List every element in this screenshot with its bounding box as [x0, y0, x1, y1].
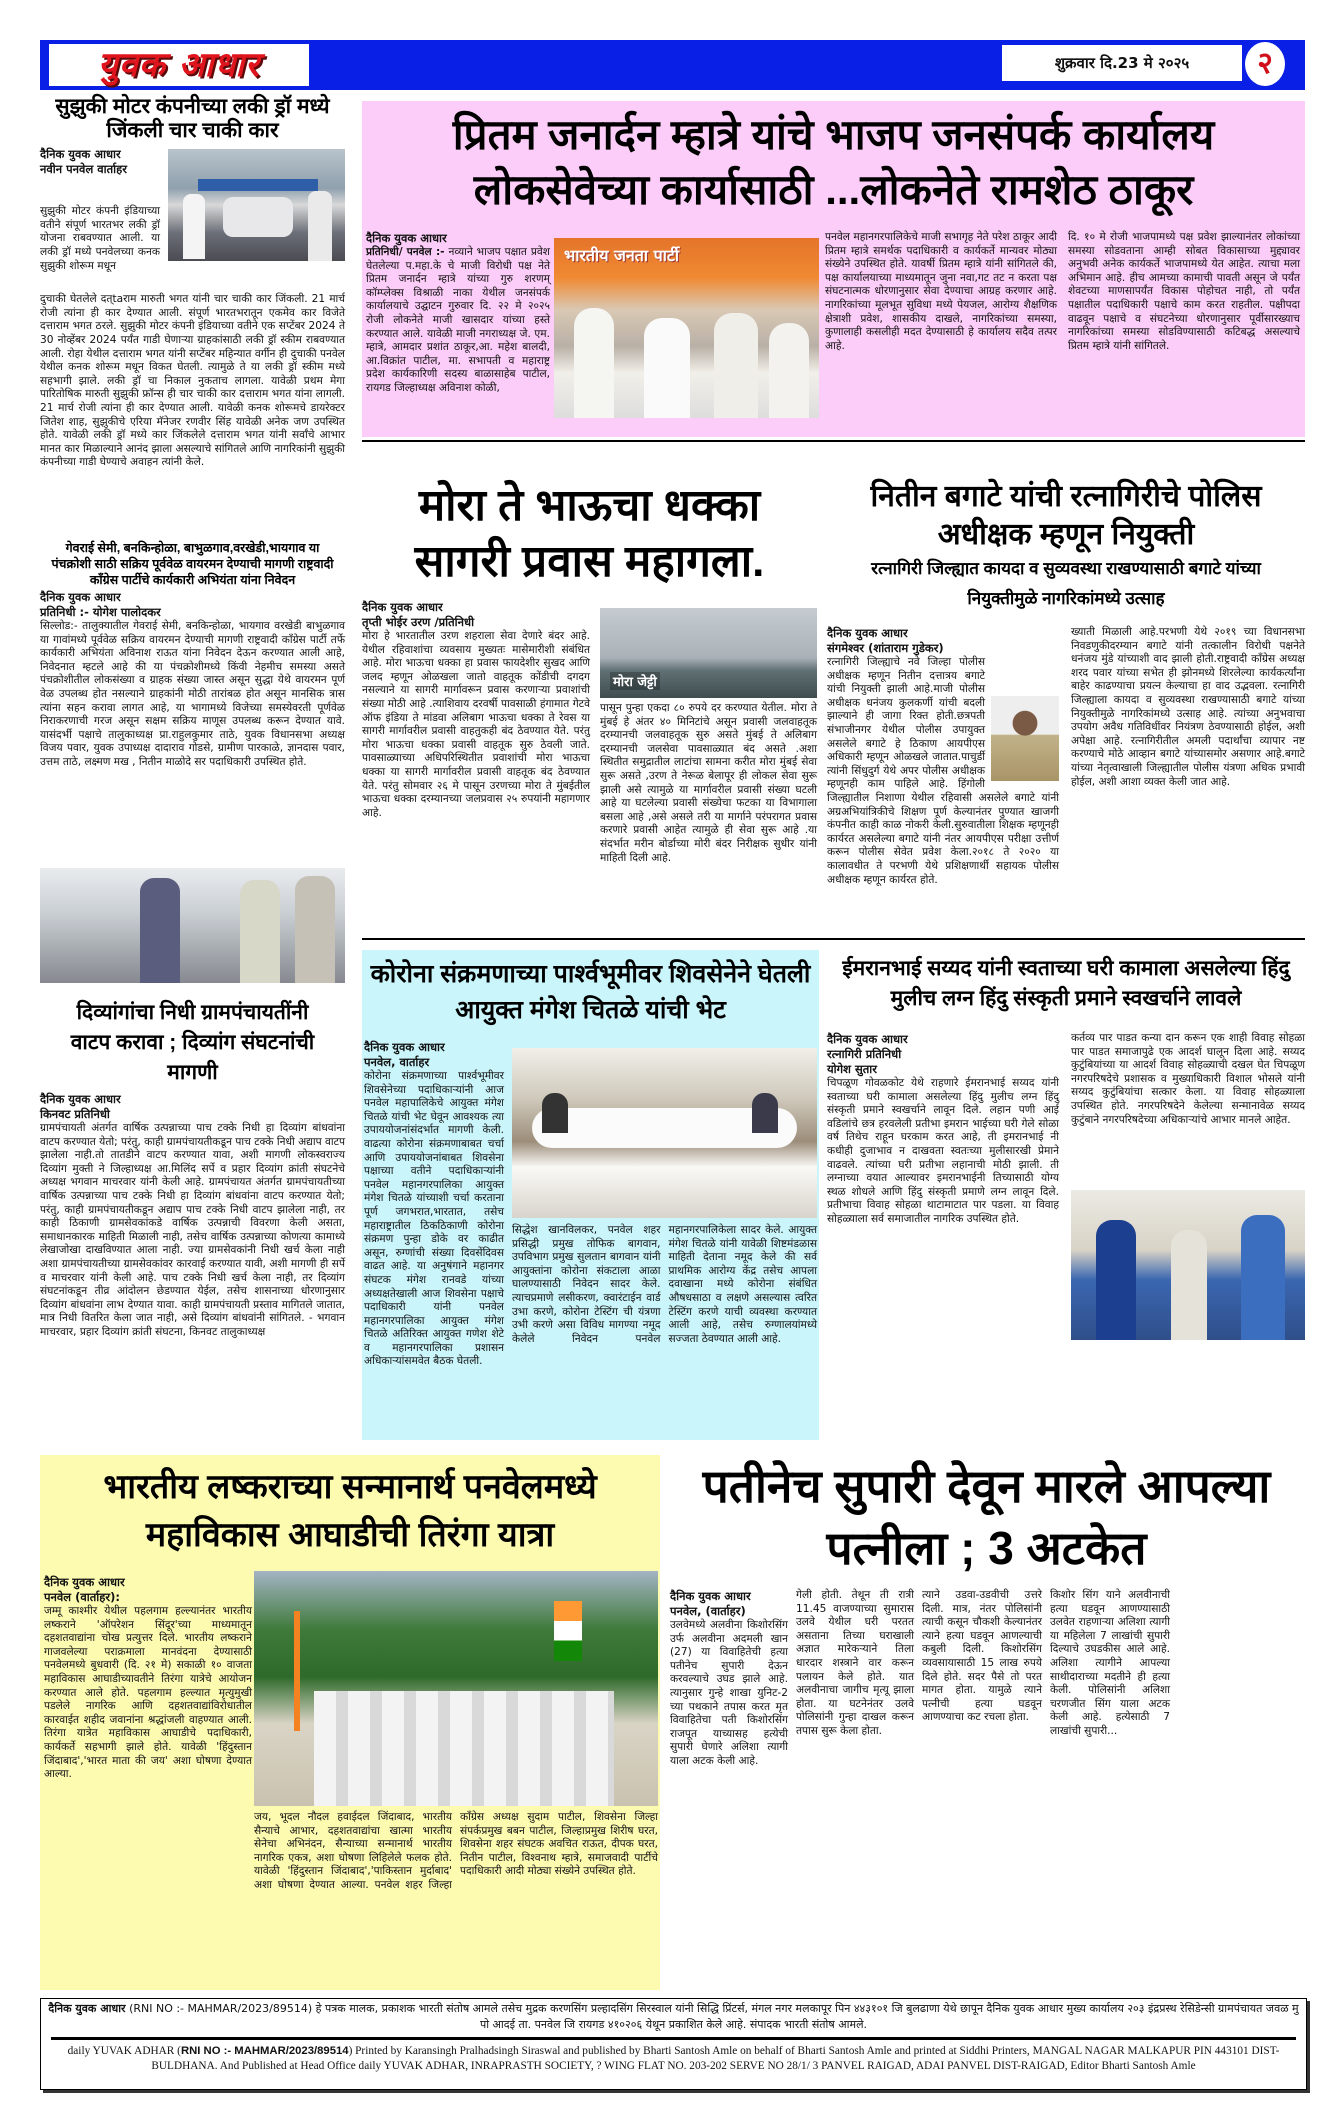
- byline: दैनिक युवक आधार: [670, 1589, 751, 1603]
- article-body: त्याने उडवा-उडवीची उत्तरे दिली. मात्र, नंतर पोलिसांनी त्याची कसून चौकशी केल्यानंतर त्याने हत्या घडवून आणल्याची कबुली दिली. किशोरसिंग व्यवसायासाठी 15 लाख रुपये दिले होते. सदर पैसे तो परत मागत होता. यामुळे त्याने पत्नीची हत्या घडवून आणण्याचा कट रचला होता.: [922, 1589, 1042, 1724]
- byline: दैनिक युवक आधार: [44, 1575, 125, 1589]
- article-mora: [362, 478, 817, 933]
- imprint-footer: [40, 1998, 1307, 2090]
- tiranga-rally-photo: [254, 1571, 658, 1806]
- photo-caption: मोरा जेट्टी: [610, 672, 660, 690]
- article-body: कोरोना संक्रमणाच्या पार्श्वभूमीवर शिवसेनेच्या पदाधिकाऱ्यांनी आज पनवेल महापालिकेचे आयुक्त मंगेश चितळे यांची भेट घेवून आवश्यक त्या उपाययोजनांसंदर्भात मागणी केली. वाढत्या कोरोना संक्रमणाबाबत चर्चा आणि उपाययोजनांबाबत शिवसेना पक्षाच्या वतीने पदाधिकाऱ्यांनी पनवेल महानगरपालिका आयुक्त मंगेश चितळे यांच्याशी चर्चा करताना पूर्ण जगभरात,भारतात, तसेच महाराष्ट्रातील ठिकठिकाणी कोरोना संक्रमण पुन्हा डोके वर काढीत असून, रुग्णांची संख्या दिवसेंदिवस वाढत आहे. या अनुषंगाने महानगर संघटक मंगेश रानवडे यांच्या अध्यक्षतेखाली आज शिवसेना पक्षाचे पदाधिकारी यांनी पनवेल महानगरपालिका आयुक्त मंगेश चितळे अतिरिक्त आयुक्त गणेश शेटे व महानगरपालिका प्रशासन अधिकाऱ्यांसमवेत बैठक घेतली.: [364, 1070, 504, 1368]
- marathi-imprint: [41, 1999, 1306, 2035]
- imprint-text: daily YUVAK ADHAR (: [67, 2045, 181, 2057]
- article-body: दि. १० मे रोजी भाजपामध्ये पक्ष प्रवेश झाल्यानंतर लोकांच्या समस्या सोडवताना आम्ही सोबत विकासाच्या मुद्द्यावर अनुभवी अनेक कार्यकर्ते भाजपामध्ये येत आहेत. त्याचा मला अभिमान आहे. हीच आमच्या कामाची पावती असून जे पर्यंत शेवटच्या माणसापर्यंत विकास पोहोचत नाही, तो पर्यंत पक्षातील पदाधिकारी पक्षाचे काम करत राहतील. पक्षीपदा वाढवून पक्षाचे व संघटनेच्या धोरणानुसार पूर्वीसारख्याच नागरिकांच्या समस्या सोडविण्यासाठी कटिबद्ध असल्याचे प्रितम म्हात्रे यांनी सांगितले.: [1068, 231, 1300, 352]
- headline: पतीनेच सुपारी देवून मारले आपल्या पत्नीला ; 3 अटकेत: [702, 1460, 1271, 1574]
- divider: [362, 440, 1305, 442]
- article-body: पनवेल महानगरपालिकेचे माजी सभागृह नेते परेश ठाकूर आदी प्रितम म्हात्रे समर्थक पदाधिकारी व कार्यकर्ते मान्यवर मोठ्या संख्येने उपस्थित होते. यावर्षी प्रितम म्हात्रे यांनी सांगितले की, पक्ष कार्यालयाच्या माध्यमातून जुना नवा,गट तट न करता पक्ष संघटनात्मक धोरणानुसार सेवा देण्याचा आग्रह करणार आहे. नागरिकांच्या मूलभूत सुविधा मध्ये पेयजल, आरोग्य शैक्षणिक क्षेत्राशी प्रवेश, शासकीय दाखले, नागरिकांच्या समस्या, कुणालाही कसलीही मदत देण्यासाठी हे कार्यालय सदैव तत्पर आहे.: [825, 231, 1057, 352]
- headline: कोरोना संक्रमणाच्या पार्श्वभूमीवर शिवसेनेने घेतली आयुक्त मंगेश चितळे यांची भेट: [370, 960, 811, 1024]
- divider: [362, 938, 1305, 940]
- article-corona: [362, 950, 819, 1440]
- car-handover-photo: [168, 149, 345, 261]
- dateline: प्रतिनिधी/ पनवेल :-: [366, 246, 445, 258]
- officer-portrait-photo: [991, 696, 1059, 781]
- article-body: कर्तव्य पार पाडत कन्या दान करून एक शाही विवाह सोहळा पार पाडत समाजापुढे एक आदर्श घालून दिला आहे. सय्यद कुटुंबियांच्या या आदर्श विवाह सोहळ्याची दखल घेत चिपळूण नगरपरिषदेचे प्रशासक व मुख्याधिकारी विशाल भोसले यांनी सय्यद कुटुंबियांचा सत्कार केला. या विवाह सोहळ्याला उपस्थित होते. नगरपरिषदेने केलेल्या सन्मानावेळ सय्यद कुटुंबाने नगरपरिषदेच्या अधिकाऱ्यांचे आभार मानले आहेत.: [1071, 1032, 1305, 1126]
- headline: भारतीय लष्कराच्या सन्मानार्थ पनवेलमध्ये महाविकास आघाडीची तिरंगा यात्रा: [103, 1468, 597, 1554]
- article-body: ग्रामपंचायती अंतर्गत वार्षिक उत्पन्नाच्या पाच टक्के निधी हा दिव्यांग बांधवांना वाटप करण्यात येतो; परंतु, काही ग्रामपंचायतीकडून पाच टक्के निधी अद्याप वाटप झालेला नाही.तो तातडीने वाटप करण्यात यावा, अशी मागणी लोकस्वराज्य दिव्यांग मुक्ती ने जिल्हाध्यक्ष आ.मिलिंद सर्पे व प्रहार दिव्यांग क्रांती संघटनेचे अध्यक्ष भगवान माचरवार यांनी केली आहे. ग्रामपंचायत अंतर्गत ग्रामपंचायतीच्या वार्षिक उत्पन्नाच्या पाच टक्के निधी हा दिव्यांग बांधवांना वाटप करण्यात येतो; परंतु, काही ग्रामपंचायतीकडून अद्याप पाच टक्के निधी वाटप झालेला नाही, तर काही ठिकाणी ग्रामसेवकांकडे वार्षिक उत्पन्नाची विवरणा केली असता, समाधानकारक माहिती मिळाली नाही, तसेच वार्षिक उत्पन्नाच्या कोणत्या कामाध्ये लेखाजोखा दाखविण्यात आला नाही. ज्या ग्रामसेवकांनी निधी खर्च केला नाही अशा ग्रामपंचायतीच्या ग्रामसेवकांवर कारवाई करण्यात यावी, अशी मागणी ही सर्पे व माचरवार यांनी केली आहे. पाच टक्के निधी खर्च केला नाही, तर दिव्यांग संघटनांकडून तीव्र आंदोलन छेडण्यात येईल, तसेच शासनाच्या धोरणानुसार दिव्यांग बांधवांना लाभ देण्यात यावा. काही ग्रामपंचायती प्रस्ताव मागितले जातात, मात्र निधी वितरित केला जात नाही, असे दिव्यांग बांधवांनी सांगितले. - भगवान माचरवार, प्रहार दिव्यांग क्रांती संघटना, किनवट तालुकाध्यक्ष: [40, 1122, 345, 1338]
- byline: नवीन पनवेल वार्ताहर: [40, 162, 127, 177]
- article-body: सिद्धेश खानविलकर, पनवेल शहर प्रसिद्धी प्रमुख तोफिक बागवान, उपविभाग प्रमुख सुलतान बागवान यांनी आयुक्तांना कोरोना संकटाला आळा घालण्यासाठी निवेदन सादर केले. त्याचप्रमाणे लसीकरण, क्वारंटाईन वार्ड उभा करणे, कोरोना टेस्टिंग ची यंत्रणा उभी करणे असा विविध मागण्या नमूद केलेले निवेदन पनवेल महानगरपालिकेला सादर केले. आयुक्त मंगेश चितळे यांनी यावेळी शिष्टमंडळास माहिती देताना नमूद केले की सर्व प्राथमिक आरोग्य केंद्र तसेच आपला दवाखाना मध्ये कोरोना संबंधित औषधसाठा व लक्षणे असल्यास त्वरित टेस्टिंग करणे याची व्यवस्था करण्यात आली आहे, तसेच रुग्णालयांमध्ये सज्जता ठेवण्यात आली आहे.: [512, 1224, 817, 1345]
- lead-headline: प्रितम जनार्दन म्हात्रे यांचे भाजप जनसंपर्क कार्यालय लोकसेवेच्या कार्यासाठी ...लोकनेते रामशेठ ठाकूर: [452, 111, 1215, 213]
- byline: दैनिक युवक आधार: [40, 590, 121, 604]
- byline: पनवेल, (वार्ताहर): [670, 1604, 746, 1618]
- article-supari: [668, 1455, 1305, 1995]
- subheadline: रत्नागिरी जिल्ह्यात कायदा व सुव्यवस्था राखण्यासाठी बगाटे यांच्या नियुक्तीमुळे नागरिकांमध्ये उत्साह: [871, 559, 1261, 608]
- byline: दैनिक युवक आधार: [40, 1092, 121, 1106]
- byline: प्रतिनिधी :- योगेश पालोदकर: [40, 605, 161, 619]
- headline: दिव्यांगांचा निधी ग्रामपंचायतींनी वाटप करावा ; दिव्यांग संघटनांची मागणी: [70, 1001, 315, 1084]
- byline: संगमेश्वर (शांताराम गुडेकर): [827, 641, 944, 655]
- masthead: [40, 40, 1305, 90]
- newspaper-logo: युवक आधार: [49, 44, 309, 86]
- byline: रत्नागिरी प्रतिनिधी: [827, 1047, 902, 1061]
- article-body: जय, भूदल नौदल हवाईदल जिंदाबाद, भारतीय सैन्याचे आभार, दहशतवाद्यांचा खात्मा भारतीय सेनेचा अभिनंदन, सैन्याच्या सन्मानार्थ भारतीय नागरिक एकत्र, अशा घोषणा लिहिलेले फलक होते. यावेळी 'हिंदुस्तान जिंदाबाद','पाकिस्तान मुर्दाबाद' अशा घोषणा देण्यात आल्या. पनवेल शहर जिल्हा काँग्रेस अध्यक्ष सुदाम पाटील, शिवसेना जिल्हा संपर्कप्रमुख बबन पाटील, जिल्हाप्रमुख शिरीष घरत, शिवसेना शहर संघटक अवचित राऊत, दीपक घरत, नितीन पाटील, विश्वनाथ म्हात्रे, समाजवादी पार्टीचे पदाधिकारी आदी मोठ्या संख्येने उपस्थित होते.: [254, 1811, 658, 1891]
- byline: दैनिक युवक आधार: [827, 1032, 908, 1046]
- byline: दैनिक युवक आधार: [364, 1040, 445, 1054]
- english-imprint: [41, 2042, 1306, 2076]
- byline: दैनिक युवक आधार: [366, 231, 447, 245]
- photo-banner-text: भारतीय जनता पार्टी: [564, 246, 680, 265]
- felicitation-photo: [1071, 1190, 1305, 1340]
- article-body: सुझुकी मोटर कंपनी इंडियाच्या वतीने संपूर्ण भारतभर लकी ड्रॉ योजना राबवण्यात आली. या लकी ड्रॉ मध्ये पनवेलच्या कनक सुझुकी शोरूम मधून: [40, 205, 160, 272]
- article-body: चिपळूण गोवळकोट येथे राहणारे ईमरानभाई सय्यद यांनी स्वताच्या घरी कामाला असलेल्या हिंदु मुलीच लग्न हिंदु संस्कृती प्रमाने स्वखर्चाने लावून दिले. लहान पणी आई वडिलांचे छत्र हरवलेली प्रतीभा इमरान भाईच्या घरी गेले सोळा वर्ष तिथेच राहून घरकाम करत आहे, ती इमरानभाई नी कधीही दुजाभाव न दाखवता स्वतःच्या मुलीसारखी प्रेमाने वाढवले. त्यांच्या घरी प्रतीभा लहानाची मोठी झाली. ती लग्नाच्या वयात आल्यावर इमरानभाईनी तिच्यासाठी योग्य स्थळ शोधले आणि हिंदु संस्कृती प्रमाणे लग्न लावून दिले. प्रतीभाचा विवाह सोहळा थाटामाटात पार पडला. या विवाह सोहळ्याला सर्व समाजातील नागरिक उपस्थित होते.: [827, 1077, 1059, 1225]
- article-suzuki: [40, 95, 345, 469]
- article-body: नव्याने भाजप पक्षात प्रवेश घेतलेल्या प.महा.के चे माजी विरोधी पक्ष नेते प्रितम जनार्दन म्हात्रे यांच्या गुरु शरणम् कॉम्प्लेक्स विश्राळी नाका येथील जनसंपर्क कार्यालयाचे उद्घाटन गुरुवार दि. २२ मे २०२५ रोजी लोकनेते माजी खासदार यांच्या हस्ते करण्यात आले. यावेळी माजी नगराध्यक्ष जे. एम. म्हात्रे, आमदार प्रशांत ठाकूर,आ. महेश बालदी, आ.विक्रांत पाटील, मा. सभापती व महाराष्ट्र प्रदेश कार्यकारिणी सदस्य बाळासाहेब पाटील, रायगड जिल्हाध्यक्ष अविनाश कोळी,: [366, 246, 550, 394]
- headline: ईमरानभाई सय्यद यांनी स्वताच्या घरी कामाला असलेल्या हिंदु मुलीच लग्न हिंदु संस्कृती प्रमाने स्वखर्चाने लावले: [842, 957, 1290, 1010]
- article-body: ख्याती मिळाली आहे.परभणी येथे २०१९ च्या विधानसभा निवडणुकीदरम्यान बगाटे यांनी तत्कालीन विरोधी पक्षनेते धनंजय मुंडे यांच्याशी वाद झाली होती.राष्ट्रवादी काँग्रेस अध्यक्ष शरद पवार यांच्या सभेत ही झोनमध्ये शिरलेल्या कार्यकर्त्यांना बाहेर काढण्याचा प्रयत्न केल्याचा हा वाद उद्भवला. रत्नागिरी जिल्ह्याला कायदा व सुव्यवस्था राखण्यासाठी बगाटे यांच्या नियुक्तीमुळे नागरिकांमध्ये उत्साह आहे. त्यांच्या अनुभवाचा उपयोग अवैध गतिविधींवर नियंत्रण ठेवण्यासाठी होईल, अशी अपेक्षा आहे. रत्नागिरीतील अमली पदार्थांचा व्यापार नष्ट करण्याचे मोठे आव्हान बगाटे यांच्यासमोर असणार आहे.बगाटे यांच्या नेतृत्वाखाली जिल्ह्यातील पोलीस यंत्रणा अधिक प्रभावी होईल, अशी आशा व्यक्त केली जात आहे.: [1071, 626, 1305, 788]
- page-number: २: [1245, 42, 1285, 86]
- headline: नितीन बगाटे यांची रत्नागिरीचे पोलिस अधीक्षक म्हणून नियुक्ती: [870, 480, 1262, 551]
- byline: दैनिक युवक आधार: [362, 600, 443, 614]
- meeting-photo: [512, 1048, 817, 1218]
- article-nitin: [827, 478, 1305, 933]
- article-body: उलवेमध्ये अलवीना किशोरसिंग उर्फ अलवीना अदमली खान (27) या विवाहितेची हत्या पतीनेच सुपारी देऊन करवल्याचे उघड झाले आहे. त्यानुसार गुन्हे शाखा युनिट-2 च्या पथकाने तपास करत मृत विवाहितेचा पती किशोरसिंग राजपूत याच्यासह हत्येची सुपारी घेणारे अलिशा त्यागी याला अटक केली आहे.: [670, 1619, 788, 1767]
- article-tiranga: [40, 1455, 660, 1995]
- office-inauguration-photo: [554, 238, 819, 418]
- article-body: किशोर सिंग याने अलवीनाची हत्या घडवून आणण्यासाठी उलवेत राहणाऱ्या अलिशा त्यागी या महिलेला 7 लाखांची सुपारी दिल्याचे उघडकीस आले आहे. अलिशा त्यागीने आपल्या साथीदाराच्या मदतीने ही हत्या केली. पोलिसांनी अलिशा चरणजीत सिंग याला अटक केली आहे. हत्येसाठी 7 लाखांची सुपारी...: [1050, 1589, 1170, 1737]
- byline: तृप्ती भोईर उरण /प्रतिनिधी: [362, 615, 475, 629]
- article-ncp: [40, 540, 345, 865]
- article-imran: [827, 950, 1305, 1440]
- imprint-text: ) Printed by Karansingh Pralhadsingh Siraswal and published by Bharti Santosh Amle on behalf of Bharti Santosh Amle and printed at Siddhi Printers, MANGAL NAGAR MALKAPUR PIN 443101 DIST- BULDHANA. And Published at Head Office daily YUVAK ADHAR, INRAPRASTH SOCIETY, ? WING FLAT NO. 203-202 SERVE NO 28/1/ 3 PANVEL RAIGAD, ADAI PANVEL DIST-RAIGAD, Editor Bharti Santosh Amle: [151, 2045, 1280, 2072]
- byline: दैनिक युवक आधार: [40, 147, 121, 162]
- headline: सुझुकी मोटर कंपनीच्या लकी ड्रॉ मध्ये जिंकली चार चाकी कार: [55, 95, 330, 143]
- article-body: सिल्लोड:- तालुक्यातील गेवराई सेमी, बनकिन्होळा, भायगाव वरखेडी बाभुळगाव या गावांमध्ये पूर्ववेळ सक्रिय वायरमन देण्याची मागणी राष्ट्रवादी कॉंग्रेस पार्टी तर्फे कार्यकारी अभियंता अविनाश राऊत यांना निवेदन देऊन करण्यात आली आहे, निवेदनात म्हटले आहे की या पंचक्रोशीमध्ये किंवी नेहमीच समस्या असते पंचक्रोशीतील लोकसंख्या व ग्राहक संख्या जास्त असून सुद्धा येथे वायरमन पूर्ण वेळ उपलब्ध होत नसल्याने ग्राहकांनी मोठी तारांबळ होत असून मानसिक त्रास त्यांना सहन करावा लागत आहे, या भागामध्ये विजेच्या समस्येवरती पूर्णवेळ निराकरणाची गरज असून सक्षम सक्रिय माणूस उपलब्ध करून देण्यात यावे. यासंदर्भी पक्षाचे तालुकाध्यक्ष प्रा.राहुलकुमार ताठे, युवक विधानसभा अध्यक्ष विजय पवार, युवक उपाध्यक्ष दादाराव गोडसे, ग्रामीण पारकाळे, ज्ञानदास पवार, उत्तम ताठे, लक्ष्मण मख , नितीन माळोदे सर पदाधिकारी उपस्थित होते.: [40, 620, 345, 768]
- article-body: दुचाकी घेतलेले दत्taराम मारुती भगत यांनी चार चाकी कार जिंकली. 21 मार्च रोजी त्यांना ही कार देण्यात आली. संपूर्ण भारतभरातून एकमेव कार विजेते दत्ताराम भगत ठरले. सुझुकी मोटर कंपनी इंडियाच्या वतीने एक सप्टेंबर 2024 ते 30 नोव्हेंबर 2024 पर्यंत गाडी घेणाऱ्या ग्राहकांसाठी लकी ड्रॉ स्कीम राबवण्यात आली. रोहा येथील दत्ताराम भगत यांनी सप्टेंबर महिन्यात वर्गीन ही दुचाकी पनवेल येथील कनक शोरूम मधून विकत घेतली. त्यामुळे ते या लकी ड्रॉ स्कीम मध्ये सहभागी झाले. लकी ड्रॉ चा निकाल नुकताच लागला. यावेळी प्रथम मेगा पारितोषिक मारुती सुझुकी फ्रॉन्स ही चार चाकी कार दत्ताराम भगत यांना लागली. 21 मार्च रोजी त्यांना ही कार देण्यात आली. यावेळी कनक शोरूमचे डायरेक्टर जितेश शाह, सुझुकीचे एरिया मॅनेजर रणवीर सिंह यावेळी अनेक जण उपस्थित होते. यावेळी लकी ड्रॉ मध्ये कार जिंकलेले दत्ताराम भगत यांनी सर्वांचे आभार मानत कार मिळाल्याने आनंद झाला असल्याचे सांगितले आणि नागरिकांनी सुझुकी कंपनीच्या गाडी घेण्याचे अवाहन त्यांनी केले.: [40, 293, 345, 469]
- rni-number: RNI NO :- MAHMAR/2023/89514: [180, 2045, 349, 2057]
- article-divyang: [40, 998, 345, 1438]
- article-body: पासून पुन्हा एकदा ८० रुपये दर करण्यात येतील. मोरा ते मुंबई हे अंतर ४० मिनिटांचे असून प्रवासी जलवाहतूक दरम्यानची जलवाहतूक सुरु असते मुंबई ते अलिबाग दरम्यानची जलसेवा पावसाळ्यात बंद असते .अशा स्थितीत समुद्रातील लाटांचा सामना करीत मोरा मुंबई सेवा सुरू असते ,उरण ते नेरूळ बेलापूर ही लोकल सेवा सुरू झाली असे त्यामुळे या मार्गावरील प्रवासी संख्या घटली आहे या घटलेल्या प्रवासी संख्येचा फटका या विभागाला बसला आहे ,असे असले तरी या मार्गाने परंपरागत प्रवास करणारे प्रवासी आहेत त्यामुळे ही सेवा सुरू आहे .या संदर्भात मरीन बोर्डाच्या मोरी बंदर निरीक्षक सुधीर यांनी माहिती दिली आहे.: [600, 702, 817, 864]
- byline: दैनिक युवक आधार: [827, 626, 908, 640]
- article-pritam: [362, 101, 1305, 437]
- article-body: गेली होती. तेथून ती रात्री 11.45 वाजण्याच्या सुमारास उलवे येथील घरी परतत असताना तिच्या घराखाली अज्ञात मारेकऱ्याने तिला धारदार शस्त्राने वार करून पलायन केले होते. यात अलवीनाचा जागीच मृत्यू झाला होता. या घटनेनंतर उलवे पोलिसांनी गुन्हा दाखल करून तपास सुरू केला होता.: [796, 1589, 914, 1737]
- byline: पनवेल (वार्ताहर):: [44, 1590, 120, 1604]
- headline: गेवराई सेमी, बनकिन्होळा, बाभुळगाव,वरखेडी,भायगाव या पंचक्रोशी साठी सक्रिय पूर्ववेळ वायरमन देण्याची मागणी राष्ट्रवादी कॉंग्रेस पार्टीचे कार्यकारी अभियंता यांना निवेदन: [51, 541, 334, 587]
- headline: मोरा ते भाऊचा धक्का सागरी प्रवास महागला.: [414, 481, 765, 586]
- imprint-title: दैनिक युवक आधार: [48, 2002, 126, 2015]
- byline: योगेश सुतार: [827, 1062, 877, 1076]
- memorandum-photo: [40, 868, 345, 983]
- imprint-text: (RNI NO :- MAHMAR/2023/89514) हे पत्रक मालक, प्रकाशक भारती संतोष आमले तसेच मुद्रक करणसिंग प्रल्हादसिंग सिरस्वाल यांनी सिद्धि प्रिंटर्स, मंगल नगर मलकापूर पिन ४४३१०१ जि बुलढाणा येथे छापून दैनिक युवक आधार मुख्य कार्यालय २०३ इंद्रप्रस्थ रेसिडेन्सी ग्रामपंचायत जवळ मु पो आदई ता. पनवेल जि रायगड ४१०२०६ येथून प्रकाशित केले आहे. संपादक भारती संतोष आमले.: [129, 2002, 1299, 2031]
- mora-jetty-photo: [600, 608, 817, 698]
- article-body: मोरा हे भारतातील उरण शहराला सेवा देणारे बंदर आहे. येथील रहिवाशांचा व्यवसाय मुख्यतः मासेमारीशी संबंधित आहे. मोरा भाऊचा धक्का हा प्रवास फायदेशीर सुखद आणि जलद म्हणून ओळखला जातो वाहतूक कोंडीची दगदग नसल्याने या सागरी मार्गावरून प्रवास करणाऱ्या प्रवाशांची संख्या मोठी आहे .त्याशिवाय दरवर्षी पावसाळी हंगामात गेटवे ऑफ इंडिया ते मांडवा अलिबाग भाऊचा धक्का ते रेवस या सागरी मार्गावरील प्रवासी वाहतुकही बंद ठेवण्यात येते. परंतु मोरा भाऊचा धक्का प्रवासी वाहतूक सुरु ठेवली जाते. पावसाळ्याच्या अधिपरिस्थितीत प्रवाशांची मोरा भाऊचा धक्का या सागरी मार्गावरील प्रवासी वाहतूक बंद ठेवण्यात येते. परंतु सोमवार २६ मे पासून उरणच्या मोरा ते मुंबईतील भाऊचा धक्का दरम्यानच्या जलप्रवास २५ रुपयांनी महागणार आहे.: [362, 630, 590, 819]
- byline: किनवट प्रतिनिधी: [40, 1107, 110, 1121]
- article-body: रत्नागिरी जिल्ह्याचे नवे जिल्हा पोलीस अधीक्षक म्हणून नितीन दत्तात्रय बगाटे यांची नियुक्ती झाली आहे.माजी पोलीस अधीक्षक धनंजय कुलकर्णी यांची बदली झाल्याने ही जागा रिक्त होती.छत्रपती संभाजीनगर येथील पोलीस उपायुक्त असलेले बगाटे हे ठिकाण आयपीएस अधिकारी म्हणून ओळखले जातात.पाचुर्डी त्यांनी सिंधुदुर्ग येथे अपर पोलीस अधीक्षक म्हणूनही काम पाहिले आहे. हिंगोली जिल्ह्यातील निशाणा येथील रहिवासी असलेले बगाटे यांनी अग्रअभियांत्रिकीचे शिक्षण पूर्ण केल्यानंतर पुण्यात खाजगी कंपनीत काही काळ नोकरी केली.सुरुवातीला शिक्षक म्हणूनही कार्यरत असलेल्या बगाटे यांनी नंतर आयपीएस परीक्षा उत्तीर्ण करून पोलीस सेवेत प्रवेश केला.२०१८ ते २०२० या कालावधीत ते परभणी येथे प्रशिक्षणार्थी सहायक पोलीस अधीक्षक म्हणून कार्यरत होते.: [827, 656, 1059, 886]
- byline: पनवेल, वार्ताहर: [364, 1055, 430, 1069]
- issue-date: शुक्रवार दि.23 मे २०२५: [1002, 45, 1242, 81]
- article-body: जम्मू काश्मीर येथील पहलगाम हल्ल्यानंतर भारतीय लष्कराने 'ऑपरेशन सिंदूर'च्या माध्यमातून दहशतवाद्यांना चोख प्रत्युत्तर दिले. भारतीय लष्कराने गाजवलेल्या पराक्रमाला मानवंदना देण्यासाठी पनवेलमध्ये बुधवारी (दि. २१ मे) सकाळी १० वाजता महाविकास आघाडीच्यावतीने तिरंगा यात्रेचे आयोजन करण्यात आले होते. पहलगाम हल्ल्यात मृत्युमुखी पडलेले नागरिक आणि दहशतवाद्यांविरोधातील कारवाईत शहीद जवानांना श्रद्धांजली वाहण्यात आली. तिरंगा यात्रेत महाविकास आघाडीचे पदाधिकारी, कार्यकर्ते सहभागी झाले होते. यावेळी 'हिंदुस्तान जिंदाबाद','भारत माता की जय' अशा घोषणा देण्यात आल्या.: [44, 1605, 252, 1781]
